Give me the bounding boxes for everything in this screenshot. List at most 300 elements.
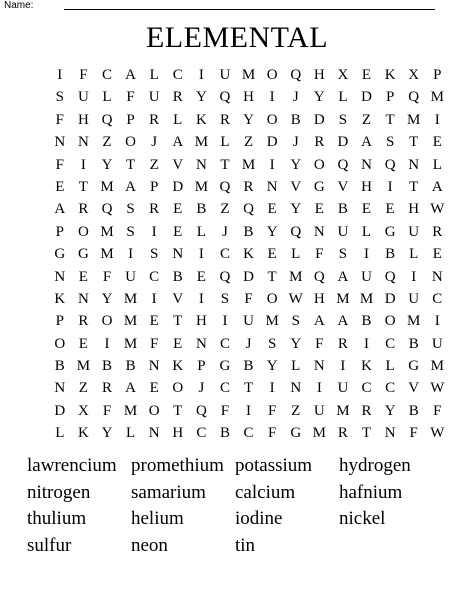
grid-letter: I: [340, 358, 346, 375]
word-list-item: lawrencium: [27, 455, 117, 476]
grid-letter: M: [241, 67, 256, 83]
grid-letter: Y: [290, 335, 302, 352]
grid-letter: Y: [101, 156, 113, 173]
grid-letter: R: [243, 178, 254, 195]
grid-letter: Z: [149, 156, 159, 173]
grid-letter: P: [55, 223, 64, 240]
grid-letter: B: [243, 223, 254, 240]
grid-letter: O: [148, 402, 160, 419]
grid-letter: M: [336, 402, 350, 419]
word-list-item: sulfur: [27, 534, 72, 556]
grid-letter: E: [173, 201, 183, 218]
grid-letter: M: [100, 246, 114, 263]
grid-letter: O: [266, 111, 278, 128]
grid-letter: Z: [361, 111, 372, 128]
grid-letter: M: [407, 313, 421, 330]
grid-letter: A: [125, 380, 136, 397]
grid-letter: G: [384, 223, 396, 240]
grid-letter: B: [337, 201, 348, 218]
grid-letter: T: [220, 156, 230, 173]
grid-letter: T: [361, 425, 372, 442]
grid-letter: E: [149, 313, 159, 330]
grid-letter: S: [55, 89, 64, 106]
grid-letter: B: [385, 246, 396, 263]
grid-letter: E: [196, 268, 206, 285]
grid-letter: N: [195, 156, 207, 173]
grid-letter: T: [409, 178, 419, 195]
grid-letter: P: [126, 111, 135, 128]
grid-letter: S: [385, 134, 395, 151]
grid-letter: L: [432, 156, 442, 173]
grid-letter: Q: [219, 268, 231, 285]
grid-letter: I: [151, 223, 157, 240]
grid-letter: M: [100, 178, 114, 195]
name-label: Name:: [4, 0, 34, 11]
grid-letter: O: [313, 156, 325, 173]
grid-letter: C: [172, 67, 183, 83]
grid-letter: G: [219, 358, 231, 375]
grid-letter: D: [313, 111, 325, 128]
grid-letter: U: [337, 380, 349, 397]
grid-letter: G: [77, 246, 89, 263]
grid-letter: F: [267, 425, 277, 442]
name-blank-line: [64, 9, 435, 10]
grid-letter: X: [77, 402, 89, 419]
grid-letter: I: [104, 335, 110, 352]
grid-letter: A: [313, 313, 325, 330]
grid-letter: A: [125, 67, 136, 83]
grid-letter: J: [245, 335, 252, 352]
grid-letter: R: [172, 89, 183, 106]
grid-letter: L: [196, 223, 206, 240]
grid-letter: E: [361, 201, 372, 218]
grid-letter: P: [385, 89, 395, 106]
grid-letter: E: [173, 335, 183, 352]
grid-letter: U: [148, 89, 160, 106]
grid-letter: U: [219, 67, 231, 83]
grid-letter: M: [265, 313, 279, 330]
grid-letter: M: [312, 425, 326, 442]
grid-letter: T: [243, 380, 254, 397]
grid-letter: Z: [102, 134, 112, 151]
grid-letter: K: [195, 111, 207, 128]
grid-letter: Y: [290, 156, 302, 173]
grid-letter: S: [291, 313, 300, 330]
word-list-item: hafnium: [339, 481, 403, 503]
grid-letter: I: [246, 402, 252, 419]
grid-letter: C: [219, 246, 230, 263]
grid-letter: Y: [195, 89, 207, 106]
grid-letter: Q: [384, 268, 396, 285]
grid-letter: M: [123, 313, 138, 330]
grid-letter: D: [361, 89, 372, 106]
grid-letter: O: [384, 313, 396, 330]
grid-letter: H: [172, 425, 184, 442]
grid-letter: E: [149, 380, 159, 397]
grid-letter: F: [150, 335, 159, 352]
grid-letter: V: [408, 380, 420, 397]
grid-letter: A: [337, 313, 349, 330]
grid-letter: B: [408, 335, 419, 352]
grid-letter: F: [220, 402, 230, 419]
grid-letter: E: [432, 246, 442, 263]
letter-grid: [48, 64, 449, 445]
grid-letter: N: [172, 246, 184, 263]
grid-letter: L: [291, 358, 301, 375]
grid-letter: H: [313, 67, 325, 83]
grid-letter: N: [148, 358, 160, 375]
grid-letter: H: [313, 290, 325, 307]
grid-letter: X: [408, 67, 420, 83]
grid-letter: M: [123, 290, 138, 307]
grid-letter: D: [266, 134, 278, 151]
grid-letter: R: [149, 111, 160, 128]
grid-letter: Q: [337, 156, 349, 173]
grid-letter: E: [314, 201, 324, 218]
grid-letter: S: [220, 290, 230, 307]
grid-letter: N: [313, 223, 325, 240]
word-list-item: thulium: [27, 508, 87, 529]
grid-letter: L: [361, 223, 372, 240]
grid-letter: Z: [78, 380, 88, 397]
grid-letter: J: [292, 89, 299, 106]
grid-letter: I: [151, 290, 157, 307]
grid-letter: J: [198, 380, 205, 397]
grid-letter: T: [78, 178, 88, 195]
grid-letter: C: [101, 67, 112, 83]
grid-letter: Q: [101, 111, 113, 128]
grid-letter: Q: [243, 201, 254, 218]
grid-letter: E: [267, 201, 277, 218]
grid-letter: Y: [243, 111, 254, 128]
grid-letter: O: [54, 335, 66, 352]
grid-letter: R: [337, 335, 348, 352]
grid-letter: C: [219, 335, 230, 352]
grid-letter: E: [78, 335, 88, 352]
grid-letter: I: [80, 156, 86, 173]
grid-letter: N: [431, 268, 443, 285]
grid-letter: B: [125, 358, 136, 375]
grid-letter: J: [222, 223, 228, 240]
grid-letter: B: [361, 313, 372, 330]
grid-letter: F: [126, 89, 135, 106]
grid-letter: U: [125, 268, 136, 285]
grid-letter: F: [102, 268, 112, 285]
word-list-item: neon: [131, 534, 168, 556]
grid-letter: S: [338, 246, 348, 263]
grid-letter: A: [431, 178, 443, 195]
word-list-item: helium: [131, 508, 184, 529]
grid-letter: G: [54, 246, 66, 263]
grid-letter: F: [315, 246, 324, 263]
grid-letter: T: [409, 134, 419, 151]
grid-letter: J: [151, 134, 158, 151]
grid-letter: W: [430, 425, 445, 442]
grid-letter: N: [195, 335, 207, 352]
grid-letter: Y: [384, 402, 396, 419]
grid-letter: L: [220, 134, 230, 151]
grid-letter: T: [125, 156, 136, 173]
word-list-item: iodine: [235, 508, 283, 529]
grid-letter: L: [125, 425, 136, 442]
grid-letter: Q: [384, 156, 396, 173]
grid-letter: Y: [313, 89, 325, 106]
grid-letter: N: [266, 178, 278, 195]
grid-letter: K: [243, 246, 254, 263]
grid-letter: N: [54, 134, 66, 151]
grid-letter: M: [359, 290, 374, 307]
grid-letter: I: [57, 67, 63, 83]
grid-letter: V: [172, 290, 184, 307]
grid-letter: C: [149, 268, 160, 285]
grid-letter: B: [290, 111, 301, 128]
grid-letter: K: [54, 290, 66, 307]
grid-letter: U: [337, 223, 349, 240]
grid-letter: M: [241, 156, 256, 173]
word-list-item: samarium: [131, 481, 206, 503]
grid-letter: E: [173, 223, 183, 240]
grid-letter: L: [149, 67, 159, 83]
grid-letter: S: [126, 223, 135, 240]
word-list-item: potassium: [235, 455, 313, 476]
grid-letter: J: [292, 134, 299, 151]
grid-letter: K: [361, 358, 372, 375]
grid-letter: W: [430, 201, 445, 218]
grid-letter: S: [267, 335, 277, 352]
grid-letter: Q: [290, 223, 302, 240]
grid-letter: L: [338, 89, 348, 106]
grid-letter: B: [172, 268, 183, 285]
word-list-item: nitrogen: [27, 481, 91, 503]
grid-letter: F: [433, 402, 442, 419]
grid-letter: Q: [101, 201, 113, 218]
grid-letter: M: [123, 402, 138, 419]
grid-letter: I: [128, 246, 134, 263]
grid-letter: K: [77, 425, 89, 442]
grid-letter: I: [269, 156, 275, 173]
grid-letter: X: [337, 67, 349, 83]
grid-letter: A: [172, 134, 184, 151]
grid-letter: C: [385, 380, 396, 397]
grid-letter: F: [267, 402, 277, 419]
grid-letter: S: [338, 111, 348, 128]
grid-letter: A: [125, 178, 136, 195]
grid-letter: B: [54, 358, 65, 375]
grid-letter: O: [266, 67, 278, 83]
word-list-item: hydrogen: [339, 455, 411, 476]
grid-letter: Q: [290, 67, 302, 83]
grid-letter: Q: [408, 89, 420, 106]
grid-letter: C: [385, 335, 396, 352]
grid-letter: I: [411, 268, 417, 285]
grid-letter: U: [77, 89, 89, 106]
grid-letter: R: [219, 111, 230, 128]
grid-letter: P: [197, 358, 206, 375]
grid-letter: F: [409, 425, 418, 442]
grid-letter: I: [364, 246, 370, 263]
grid-letter: E: [361, 67, 372, 83]
grid-letter: N: [313, 358, 325, 375]
grid-letter: F: [244, 290, 253, 307]
grid-letter: I: [434, 313, 440, 330]
grid-letter: A: [54, 201, 66, 218]
grid-letter: Q: [219, 178, 231, 195]
word-list: [27, 453, 443, 559]
grid-letter: I: [434, 111, 440, 128]
grid-letter: D: [172, 178, 184, 195]
grid-letter: M: [100, 223, 114, 240]
grid-letter: C: [432, 290, 443, 307]
grid-letter: D: [54, 402, 66, 419]
grid-letter: P: [150, 178, 159, 195]
grid-letter: A: [361, 134, 372, 151]
grid-letter: U: [361, 268, 372, 285]
grid-letter: V: [290, 178, 302, 195]
grid-letter: R: [432, 223, 443, 240]
grid-letter: F: [55, 156, 64, 173]
grid-letter: Y: [101, 290, 113, 307]
grid-letter: T: [267, 268, 277, 285]
grid-letter: Y: [266, 358, 278, 375]
grid-letter: H: [195, 313, 207, 330]
grid-letter: I: [316, 380, 322, 397]
grid-letter: Y: [101, 425, 113, 442]
grid-letter: R: [314, 134, 325, 151]
grid-letter: U: [408, 223, 420, 240]
grid-letter: E: [432, 134, 442, 151]
grid-letter: T: [173, 313, 183, 330]
grid-letter: G: [313, 178, 325, 195]
grid-letter: M: [289, 268, 303, 285]
grid-letter: H: [77, 111, 89, 128]
grid-letter: K: [384, 67, 396, 83]
grid-letter: A: [337, 268, 349, 285]
grid-letter: U: [408, 290, 420, 307]
grid-letter: I: [269, 89, 275, 106]
grid-letter: V: [337, 178, 349, 195]
grid-letter: M: [194, 178, 209, 195]
grid-letter: N: [77, 134, 89, 151]
grid-letter: O: [101, 313, 113, 330]
grid-letter: F: [102, 402, 112, 419]
grid-letter: V: [172, 156, 184, 173]
word-list-item: promethium: [131, 455, 224, 476]
grid-letter: W: [430, 380, 445, 397]
grid-letter: H: [361, 178, 372, 195]
grid-letter: M: [336, 290, 350, 307]
word-list-item: nickel: [339, 508, 386, 529]
grid-letter: M: [76, 358, 91, 375]
grid-letter: N: [54, 268, 66, 285]
grid-letter: N: [290, 380, 302, 397]
grid-letter: L: [55, 425, 65, 442]
grid-letter: Q: [195, 402, 207, 419]
grid-letter: E: [78, 268, 88, 285]
grid-letter: P: [433, 67, 442, 83]
grid-letter: D: [384, 290, 396, 307]
grid-letter: B: [408, 402, 419, 419]
grid-letter: S: [126, 201, 135, 218]
word-list-item: tin: [235, 534, 256, 556]
page-title: ELEMENTAL: [145, 21, 329, 54]
grid-letter: I: [269, 380, 275, 397]
grid-letter: C: [196, 425, 207, 442]
grid-letter: I: [387, 178, 393, 195]
grid-letter: W: [288, 290, 303, 307]
grid-letter: Y: [290, 201, 302, 218]
grid-letter: F: [79, 67, 88, 83]
grid-letter: R: [337, 425, 348, 442]
grid-letter: L: [409, 246, 419, 263]
grid-letter: O: [172, 380, 184, 397]
grid-letter: H: [243, 89, 254, 106]
grid-letter: I: [222, 313, 228, 330]
grid-letter: T: [385, 111, 395, 128]
grid-letter: L: [291, 246, 301, 263]
grid-letter: O: [266, 290, 278, 307]
grid-letter: D: [337, 134, 349, 151]
grid-letter: L: [173, 111, 183, 128]
grid-letter: C: [361, 380, 372, 397]
grid-letter: G: [290, 425, 302, 442]
grid-letter: Z: [243, 134, 254, 151]
grid-letter: T: [173, 402, 183, 419]
grid-letter: D: [243, 268, 254, 285]
grid-letter: Z: [291, 402, 301, 419]
grid-letter: P: [55, 313, 64, 330]
grid-letter: U: [431, 335, 443, 352]
grid-letter: R: [361, 402, 372, 419]
grid-letter: B: [196, 201, 207, 218]
grid-letter: M: [430, 89, 444, 106]
grid-letter: M: [194, 134, 209, 151]
grid-letter: I: [198, 67, 204, 83]
grid-letter: N: [54, 380, 66, 397]
grid-letter: R: [78, 201, 89, 218]
grid-letter: N: [77, 290, 89, 307]
grid-letter: M: [407, 111, 421, 128]
word-list-item: calcium: [235, 481, 296, 503]
grid-letter: K: [172, 358, 184, 375]
grid-letter: Y: [266, 223, 278, 240]
grid-letter: N: [148, 425, 160, 442]
grid-letter: I: [364, 335, 370, 352]
grid-letter: R: [149, 201, 160, 218]
grid-letter: L: [102, 89, 112, 106]
grid-letter: E: [267, 246, 277, 263]
grid-letter: B: [101, 358, 112, 375]
grid-letter: F: [315, 335, 324, 352]
grid-letter: L: [385, 358, 395, 375]
grid-letter: C: [219, 380, 230, 397]
grid-letter: M: [430, 358, 444, 375]
grid-letter: G: [408, 358, 420, 375]
grid-letter: H: [408, 201, 420, 218]
grid-letter: E: [385, 201, 395, 218]
grid-letter: N: [408, 156, 420, 173]
grid-letter: R: [101, 380, 112, 397]
grid-letter: R: [78, 313, 89, 330]
grid-letter: U: [313, 402, 325, 419]
grid-letter: M: [123, 335, 138, 352]
grid-letter: O: [125, 134, 136, 151]
grid-letter: E: [55, 178, 65, 195]
name-field: [4, 0, 434, 12]
grid-letter: I: [198, 246, 204, 263]
grid-letter: B: [243, 358, 254, 375]
grid-letter: Z: [220, 201, 230, 218]
grid-letter: N: [361, 156, 372, 173]
